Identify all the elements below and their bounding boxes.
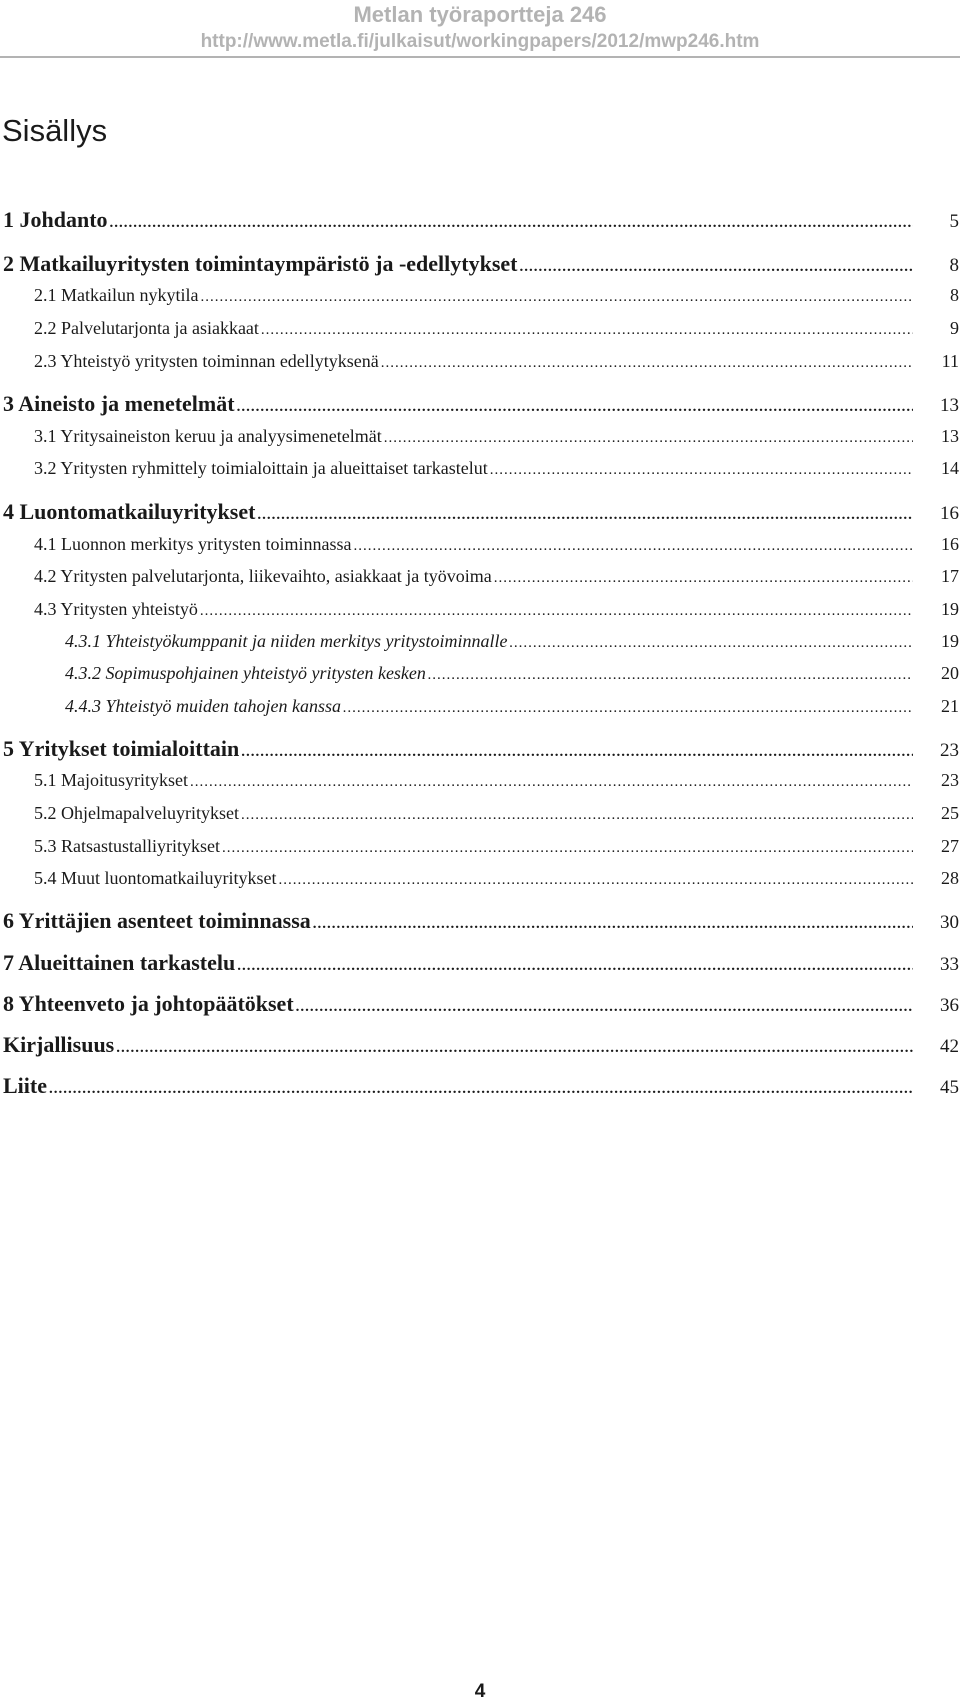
- toc-entry[interactable]: [34, 349, 959, 375]
- toc-entry-title: 3.1 Yritysaineiston keruu ja analyysimenetelmät: [34, 426, 382, 446]
- toc-entry-title: Liite: [3, 1073, 47, 1098]
- toc-entry[interactable]: [65, 694, 959, 720]
- dot-leader: [490, 458, 913, 482]
- toc-entry-page: 9: [950, 318, 959, 338]
- toc-entry-title: 5 Yritykset toimialoittain: [3, 736, 240, 761]
- toc-entry[interactable]: [3, 498, 959, 529]
- dot-leader: [241, 803, 913, 827]
- toc-entry-title: Kirjallisuus: [3, 1032, 115, 1057]
- toc-entry[interactable]: [34, 834, 959, 860]
- toc-entry-page: 14: [941, 458, 959, 478]
- toc-entry-title: 2.2 Palvelutarjonta ja asiakkaat: [34, 318, 259, 338]
- toc-entry-title: 8 Yhteenveto ja johtopäätökset: [3, 991, 294, 1016]
- toc-entry-title: 4.1 Luonnon merkitys yritysten toiminnassa: [34, 534, 352, 554]
- dot-leader: [241, 738, 913, 766]
- toc-entry[interactable]: [34, 424, 959, 450]
- toc-entry-page: 20: [941, 663, 959, 683]
- dot-leader: [384, 426, 913, 450]
- toc-entry-page: 36: [940, 995, 959, 1016]
- toc-entry-page: 8: [949, 255, 959, 276]
- dot-leader: [296, 993, 913, 1021]
- toc-entry-title: 4.3 Yritysten yhteistyö: [34, 599, 198, 619]
- toc-entry[interactable]: [3, 206, 959, 237]
- toc-entry-page: 19: [941, 599, 959, 619]
- dot-leader: [313, 910, 913, 938]
- toc-entry[interactable]: [3, 1072, 959, 1103]
- dot-leader: [222, 836, 913, 860]
- toc-entry-title: 6 Yrittäjien asenteet toiminnassa: [3, 908, 311, 933]
- toc-entry-title: 3.2 Yritysten ryhmittely toimialoittain ja alueittaiset tarkastelut: [34, 458, 488, 478]
- dot-leader: [381, 351, 913, 375]
- toc-entry[interactable]: [3, 949, 959, 980]
- toc-entry-title: 2 Matkailuyritysten toimintaympäristö ja -edellytykset: [3, 251, 518, 276]
- toc-entry[interactable]: [65, 661, 959, 687]
- toc-entry-title: 7 Alueittainen tarkastelu: [3, 950, 236, 975]
- dot-leader: [509, 631, 913, 655]
- toc-entry-page: 23: [940, 740, 959, 761]
- toc-entry-title: 3 Aineisto ja menetelmät: [3, 391, 235, 416]
- toc-entry-page: 23: [941, 770, 959, 790]
- dot-leader: [49, 1075, 913, 1103]
- toc-entry[interactable]: [3, 250, 959, 281]
- toc-entry[interactable]: [3, 1031, 959, 1062]
- toc-entry-page: 25: [941, 803, 959, 823]
- toc-heading: Sisällys: [2, 113, 108, 148]
- dot-leader: [343, 696, 913, 720]
- dot-leader: [257, 501, 913, 529]
- dot-leader: [494, 566, 913, 590]
- toc-entry[interactable]: [34, 597, 959, 623]
- toc-entry-page: 27: [941, 836, 959, 856]
- toc-entry-page: 5: [949, 211, 959, 232]
- dot-leader: [116, 1034, 913, 1062]
- toc-entry-page: 28: [941, 868, 959, 888]
- toc-entry[interactable]: [65, 629, 959, 655]
- toc-entry-title: 4.3.1 Yhteistyökumppanit ja niiden merkitys yritystoiminnalle: [65, 631, 508, 651]
- toc-entry-page: 33: [940, 954, 959, 975]
- dot-leader: [261, 318, 913, 342]
- toc-entry-title: 5.3 Ratsastustalliyritykset: [34, 836, 220, 856]
- toc-entry-title: 2.3 Yhteistyö yritysten toiminnan edellytyksenä: [34, 351, 379, 371]
- toc-entry-title: 4 Luontomatkailuyritykset: [3, 499, 256, 524]
- toc-entry-page: 13: [940, 395, 959, 416]
- toc-entry-page: 8: [950, 285, 959, 305]
- series-title: Metlan työraportteja 246: [353, 2, 607, 27]
- dot-leader: [200, 599, 913, 623]
- toc-entry[interactable]: [34, 564, 959, 590]
- toc-entry-page: 13: [941, 426, 959, 446]
- toc-entry[interactable]: [3, 907, 959, 938]
- toc-entry[interactable]: [34, 316, 959, 342]
- toc-entry-page: 42: [940, 1036, 959, 1057]
- toc-entry-title: 5.1 Majoitusyritykset: [34, 770, 188, 790]
- toc-entry[interactable]: [34, 801, 959, 827]
- toc-entry[interactable]: [3, 990, 959, 1021]
- dot-leader: [353, 534, 913, 558]
- toc-entry-title: 5.2 Ohjelmapalveluyritykset: [34, 803, 239, 823]
- toc-entry-page: 16: [941, 534, 959, 554]
- dot-leader: [237, 952, 913, 980]
- toc-entry-title: 2.1 Matkailun nykytila: [34, 285, 199, 305]
- toc-entry-title: 4.2 Yritysten palvelutarjonta, liikevaihto, asiakkaat ja työvoima: [34, 566, 492, 586]
- toc-entry-title: 5.4 Muut luontomatkailuyritykset: [34, 868, 277, 888]
- toc-entry[interactable]: [34, 532, 959, 558]
- toc-entry-page: 19: [941, 631, 959, 651]
- dot-leader: [520, 253, 914, 281]
- dot-leader: [428, 663, 913, 687]
- toc-entry[interactable]: [3, 735, 959, 766]
- publication-url[interactable]: http://www.metla.fi/julkaisut/workingpapers/2012/mwp246.htm: [200, 31, 760, 52]
- toc-entry-title: 4.4.3 Yhteistyö muiden tahojen kanssa: [65, 696, 341, 716]
- toc-entry-page: 30: [940, 912, 959, 933]
- toc-entry[interactable]: [34, 866, 959, 892]
- toc-entry-page: 45: [940, 1077, 959, 1098]
- toc-entry-page: 21: [941, 696, 959, 716]
- header-divider: [0, 56, 960, 58]
- toc-entry[interactable]: [34, 768, 959, 794]
- dot-leader: [200, 285, 913, 309]
- toc-entry-page: 17: [941, 566, 959, 586]
- toc-entry-title: 1 Johdanto: [3, 207, 108, 232]
- page-number: 4: [474, 1681, 486, 1702]
- dot-leader: [190, 770, 913, 794]
- dot-leader: [278, 868, 913, 892]
- toc-entry-title: 4.3.2 Sopimuspohjainen yhteistyö yritysten kesken: [65, 663, 426, 683]
- toc-entry-page: 11: [941, 351, 959, 371]
- toc-entry-page: 16: [940, 503, 959, 524]
- toc-entry[interactable]: [3, 390, 959, 421]
- toc-entry[interactable]: [34, 283, 959, 309]
- toc-entry[interactable]: [34, 456, 959, 482]
- dot-leader: [237, 393, 913, 421]
- dot-leader: [110, 209, 913, 237]
